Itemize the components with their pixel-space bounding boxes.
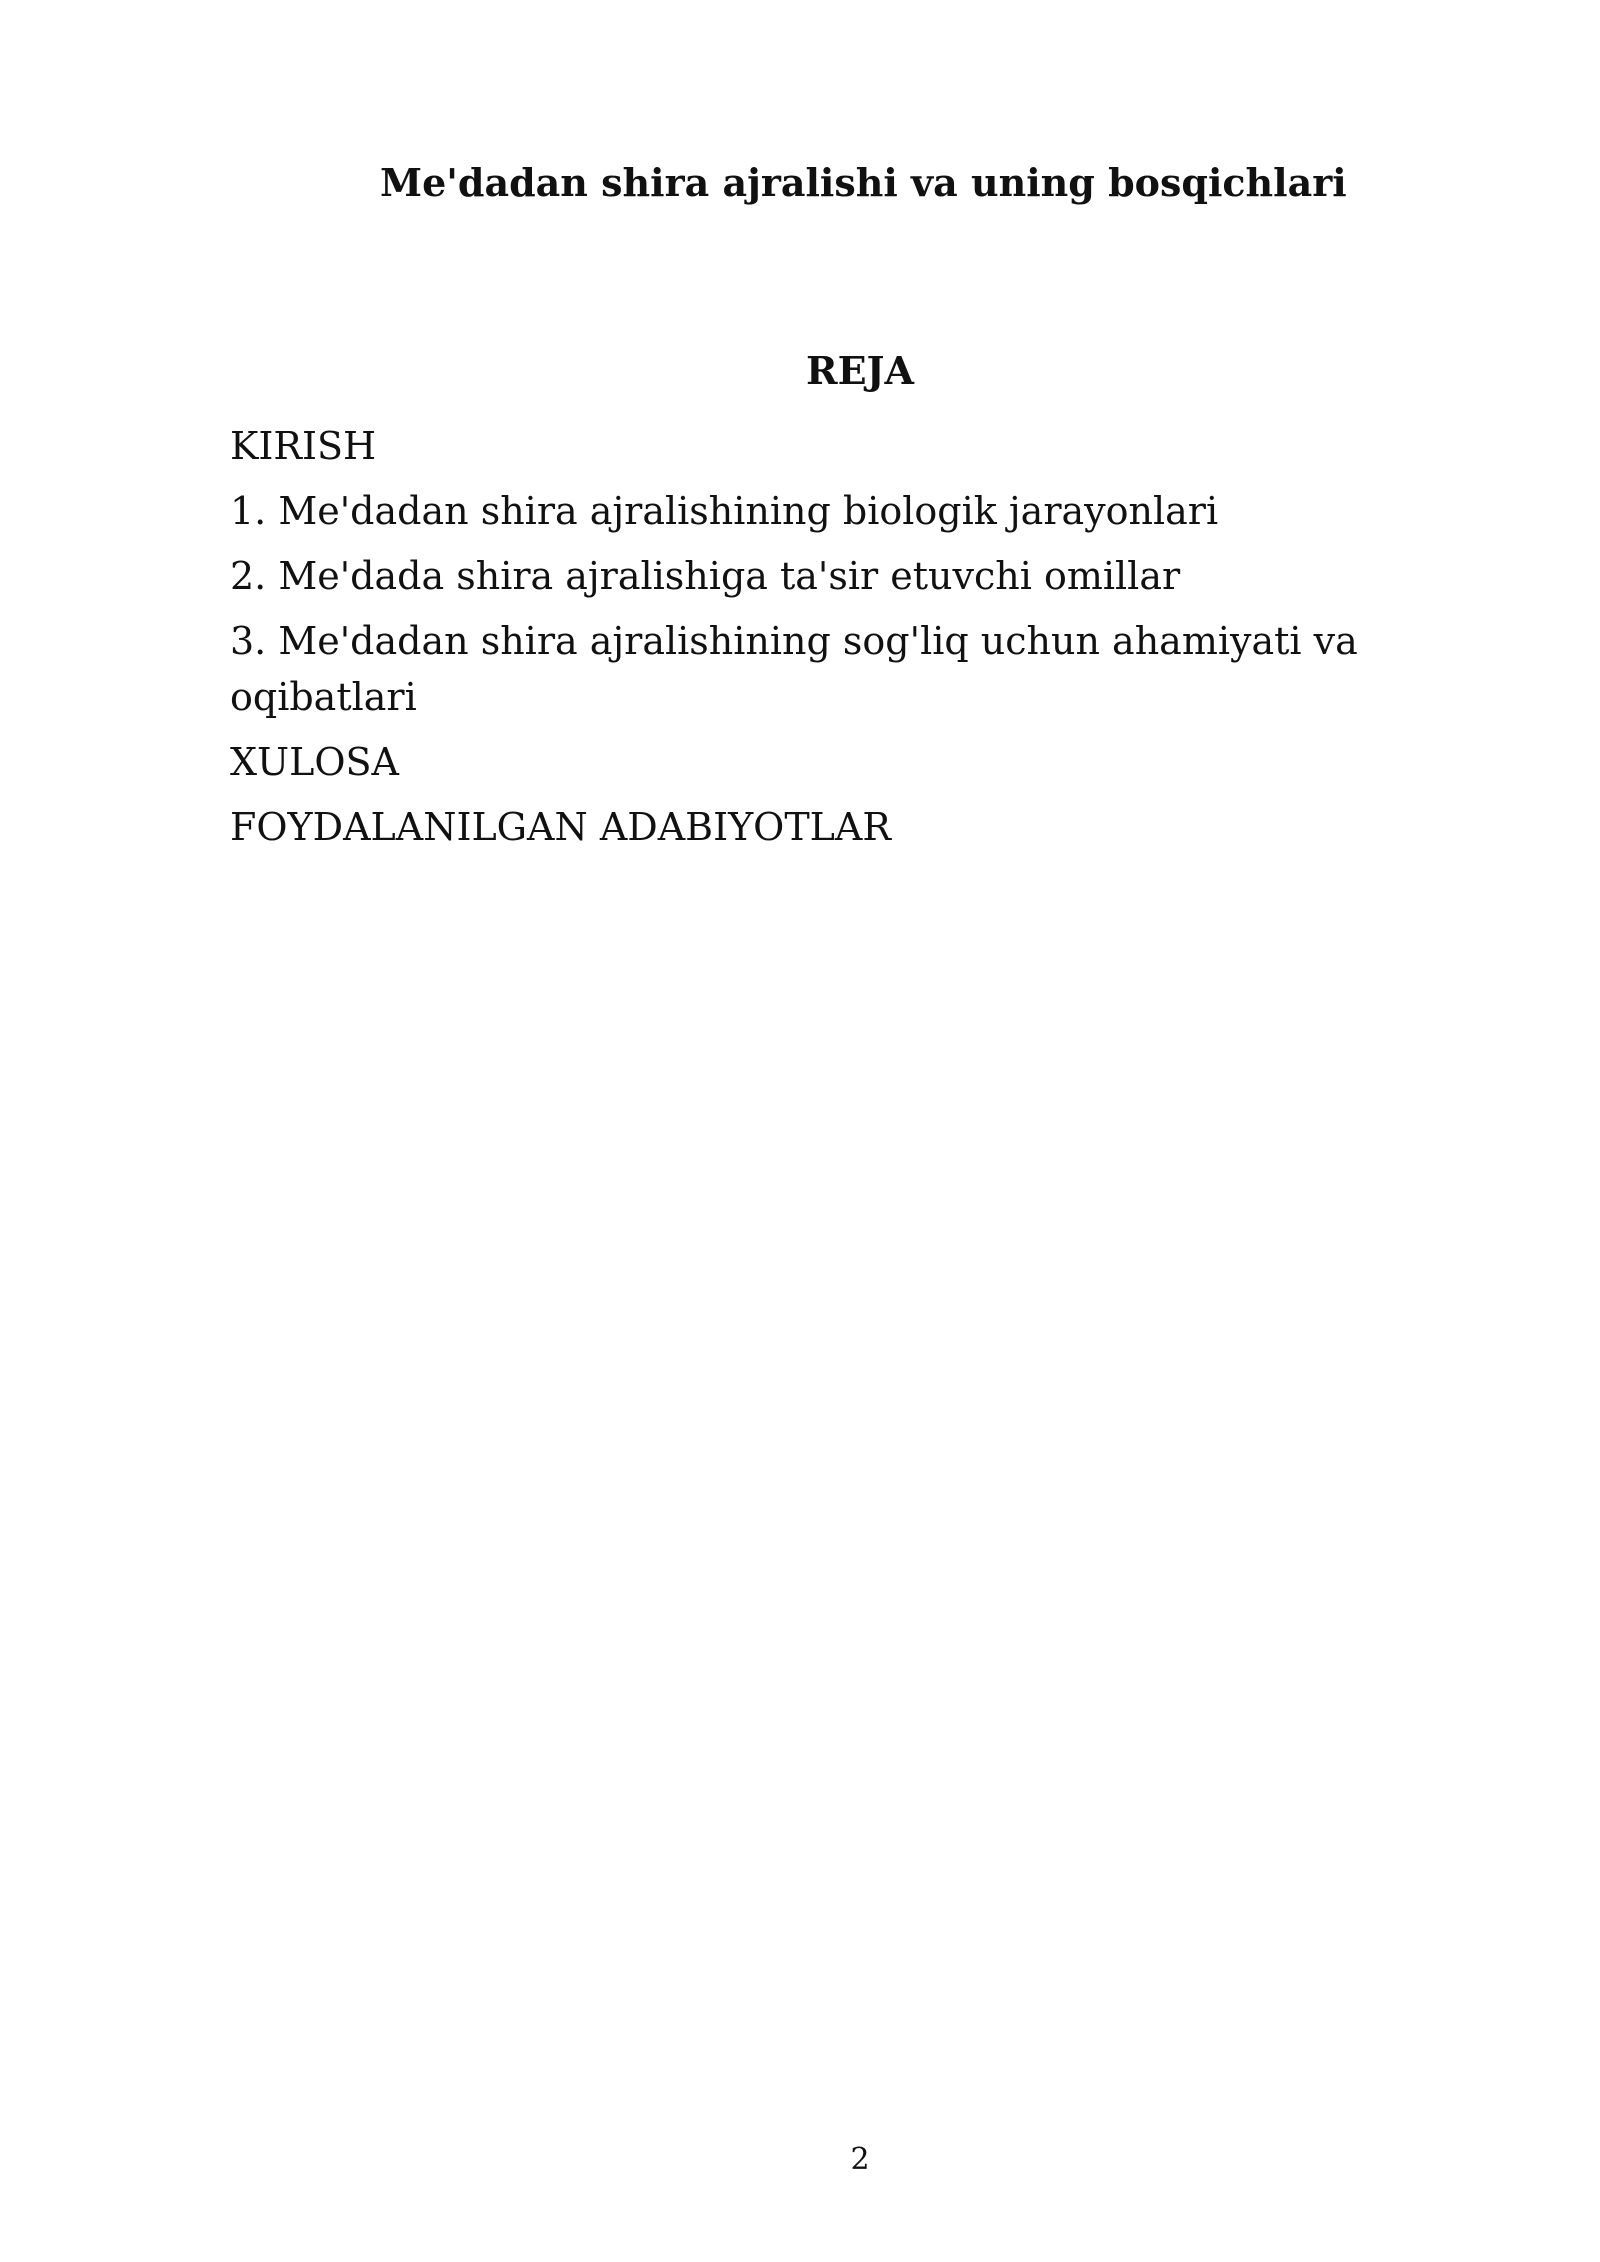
plan-item-2: 2. Me'dada shira ajralishiga ta'sir etuvchi omillar bbox=[230, 554, 1181, 598]
plan-item-3: 3. Me'dadan shira ajralishining sog'liq uchun ahamiyati va oqibatlari bbox=[230, 619, 1358, 719]
plan-item-introduction: KIRISH bbox=[230, 424, 377, 468]
plan-item-conclusion: XULOSA bbox=[230, 740, 399, 784]
plan-heading: REJA bbox=[805, 348, 914, 393]
plan-list bbox=[230, 418, 1380, 864]
plan-item-references: FOYDALANILGAN ADABIYOTLAR bbox=[230, 805, 891, 849]
plan-item-1: 1. Me'dadan shira ajralishining biologik jarayonlari bbox=[230, 489, 1219, 533]
document-title: Me'dadan shira ajralishi va uning bosqichlari bbox=[380, 160, 1347, 205]
page-number: 2 bbox=[850, 2142, 870, 2177]
